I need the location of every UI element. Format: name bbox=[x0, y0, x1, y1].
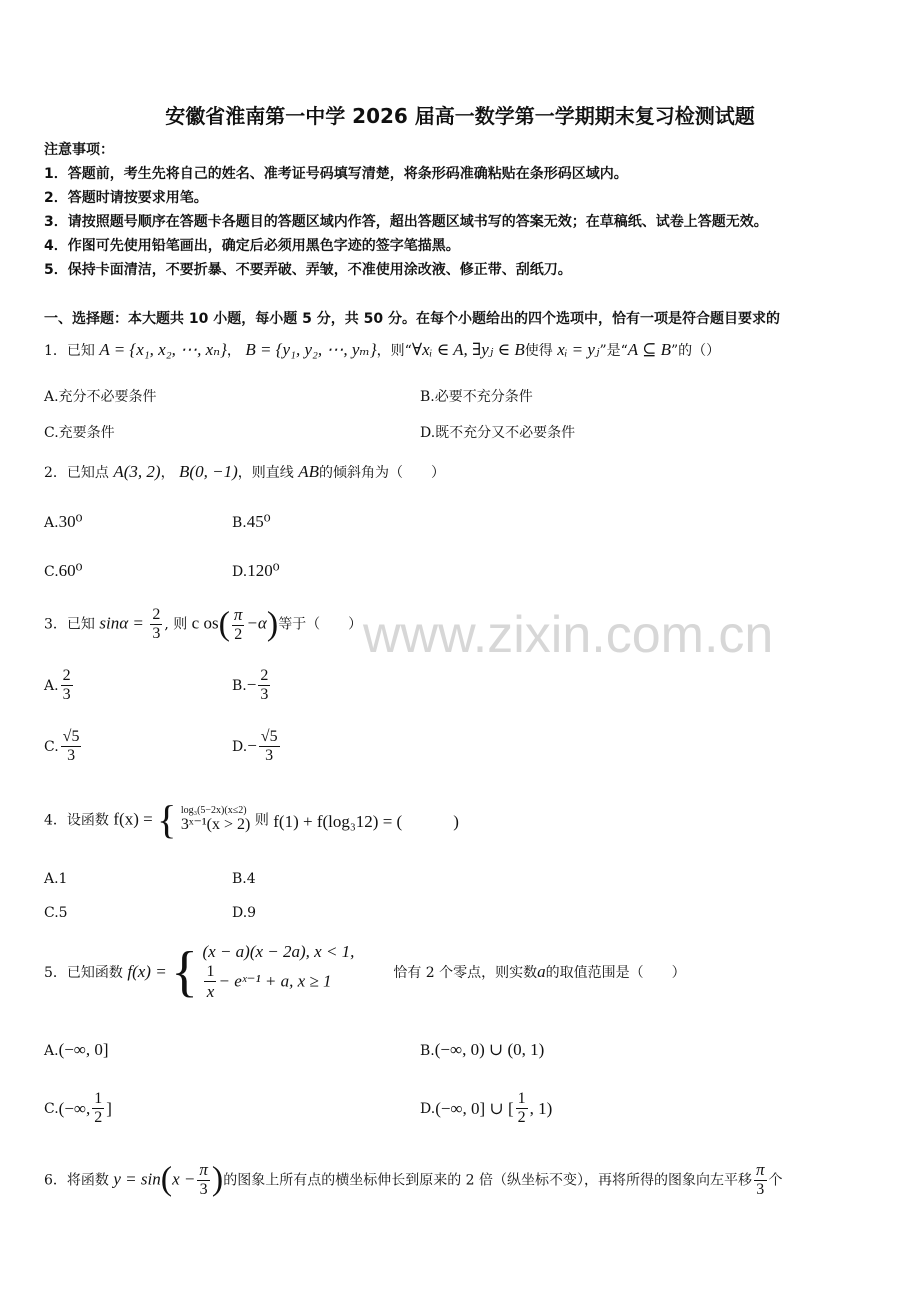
q6-pi-over-3: $\frac{\pi}{3}$ bbox=[199, 1160, 208, 1198]
q1-option-a[interactable]: A.充分不必要条件 bbox=[44, 389, 157, 405]
q4-then: 则 bbox=[254, 812, 269, 829]
q4-number: 4．设函数 bbox=[44, 812, 109, 829]
q3-cos: c os bbox=[191, 613, 219, 633]
question-6: 6．将函数 y = sin(x − $\frac{\pi}{3}$ )的图象上所有点的横坐标伸长到原来的 2 倍（纵坐标不变），再将所得的图象向左平移 $\frac{\pi}{3}$ 个 bbox=[44, 1160, 783, 1198]
q4-f: f(x) = bbox=[113, 809, 153, 829]
q3-number: 3．已知 bbox=[44, 616, 95, 633]
q2-option-c-value: 60⁰ bbox=[58, 561, 83, 580]
q2-option-b[interactable] bbox=[232, 512, 271, 532]
q6-y: y = sin bbox=[113, 1169, 161, 1189]
q2-option-d[interactable] bbox=[232, 561, 280, 581]
q5-a: a bbox=[537, 962, 546, 981]
q5-option-a[interactable] bbox=[44, 1040, 109, 1060]
q4-case-2: 3ˣ⁻¹(x > 2) bbox=[180, 816, 251, 834]
q2-option-d-label: D. bbox=[232, 564, 248, 580]
q3-tail: 等于（ ） bbox=[278, 616, 363, 633]
q3-option-c[interactable] bbox=[44, 728, 83, 766]
q2-number: 2．已知点 bbox=[44, 465, 109, 481]
q3-option-a-value: $\frac{2}{3}$ bbox=[62, 667, 71, 704]
q5-option-b-value: (−∞, 0) ∪ (0, 1) bbox=[434, 1040, 545, 1059]
q3-option-c-label: C. bbox=[44, 738, 59, 755]
q5-option-b-label: B. bbox=[420, 1043, 435, 1059]
q1-tail: ”的（） bbox=[670, 343, 721, 359]
q2-option-a-value: 30⁰ bbox=[58, 512, 83, 531]
q3-option-b-sign: − bbox=[246, 674, 257, 694]
q5-option-c-label: C. bbox=[44, 1100, 59, 1117]
q3-pi-over-2: $\frac{\pi}{2}$ bbox=[233, 605, 243, 643]
watermark: www.zixin.com.cn bbox=[363, 606, 774, 664]
q4-option-b[interactable]: B.4 bbox=[232, 871, 256, 887]
q5-option-c-pre: (−∞, bbox=[58, 1098, 91, 1118]
q1-sep: ， bbox=[226, 343, 241, 359]
q2-point-b: B(0, −1) bbox=[179, 462, 238, 481]
q2-option-a[interactable] bbox=[44, 512, 82, 532]
q1-set-a: A = {x₁, x₂, ⋯, xₙ} bbox=[99, 340, 227, 359]
q3-then: , 则 bbox=[164, 616, 188, 633]
q5-tail-2: 的取值范围是（ ） bbox=[545, 965, 686, 981]
q2-option-c-label: C. bbox=[44, 564, 59, 580]
q5-case-2-fraction: $\frac{1}{x}$ bbox=[206, 962, 215, 1002]
q3-sin: sinα = bbox=[99, 613, 144, 633]
q3-option-d-label: D. bbox=[232, 738, 248, 755]
notice-item-1: 1．答题前，考生先将自己的姓名、准考证号码填写清楚，将条形码准确粘贴在条形码区域内。 bbox=[44, 166, 628, 182]
q6-mid: 的图象上所有点的横坐标伸长到原来的 2 倍（纵坐标不变），再将所得的图象向左平移 bbox=[223, 1172, 753, 1189]
q3-option-c-value: $\frac{√5}{3}$ bbox=[62, 728, 80, 765]
q2-option-d-value: 120⁰ bbox=[247, 561, 280, 580]
q3-option-d-sign: − bbox=[247, 735, 257, 755]
q1-subset: A ⊆ B bbox=[627, 340, 671, 359]
q2-option-a-label: A. bbox=[44, 515, 59, 531]
q5-option-c-fraction: $\frac{1}{2}$ bbox=[94, 1090, 103, 1127]
q1-number: 1．已知 bbox=[44, 343, 95, 359]
q2-tail: 的倾斜角为（ ） bbox=[318, 465, 445, 481]
q4-option-d[interactable]: D.9 bbox=[232, 905, 257, 921]
q5-option-c[interactable] bbox=[44, 1090, 112, 1128]
q2-option-b-value: 45⁰ bbox=[246, 512, 271, 531]
q1-option-d[interactable]: D.既不充分又不必要条件 bbox=[420, 425, 576, 441]
question-1 bbox=[44, 340, 720, 360]
q3-fraction: $\frac{2}{3}$ bbox=[152, 605, 161, 642]
q5-option-d-fraction: $\frac{1}{2}$ bbox=[517, 1090, 526, 1127]
q6-x: x − bbox=[172, 1169, 196, 1189]
question-5: 5．已知函数 f(x) = { (x − a)(x − 2a), x < 1, $\frac{1}{x}$ − eˣ⁻¹ + a, x ≥ 1 恰有 2 个零点，则实数a的取值范围是（ ） bbox=[44, 941, 686, 1003]
q5-option-d-label: D. bbox=[420, 1100, 436, 1117]
q5-case-1: (x − a)(x − 2a), x < 1, bbox=[202, 942, 355, 962]
q5-option-c-post: ] bbox=[106, 1098, 112, 1118]
q1-set-b: B = {y₁, y₂, ⋯, yₘ} bbox=[245, 340, 377, 359]
q5-f: f(x) = bbox=[127, 962, 167, 981]
q3-option-b-value: $\frac{2}{3}$ bbox=[260, 667, 269, 704]
notice-item-5: 5．保持卡面清洁，不要折暴、不要弄破、弄皱，不准使用涂改液、修正带、刮纸刀。 bbox=[44, 262, 572, 278]
q1-is: ”是“ bbox=[599, 343, 628, 359]
notice-item-2: 2．答题时请按要求用笔。 bbox=[44, 190, 208, 206]
question-4: 4．设函数 f(x) = { log₃(5−2x)(x≤2) 3ˣ⁻¹(x > 2) 则 f(1) + f(log₃12) = ( ) bbox=[44, 797, 459, 842]
q1-use: 使得 bbox=[524, 343, 553, 359]
q5-number: 5．已知函数 bbox=[44, 965, 123, 981]
q5-option-a-label: A. bbox=[44, 1043, 59, 1059]
q1-option-c[interactable]: C.充要条件 bbox=[44, 425, 115, 441]
q2-sep: ， bbox=[160, 465, 175, 481]
q1-equation: xᵢ = yⱼ bbox=[557, 340, 600, 359]
q6-number: 6．将函数 bbox=[44, 1172, 109, 1189]
q4-expression: f(1) + f(log₃12) = ( ) bbox=[273, 812, 459, 831]
q2-point-a: A(3, 2) bbox=[113, 462, 161, 481]
q5-tail: 恰有 2 个零点，则实数 bbox=[393, 965, 538, 981]
page-title: 安徽省淮南第一中学 2026 届高一数学第一学期期末复习检测试题 bbox=[165, 104, 755, 128]
q2-option-c[interactable] bbox=[44, 561, 83, 581]
q4-case-1: log₃(5−2x)(x≤2) bbox=[180, 805, 247, 817]
q1-option-b[interactable]: B.必要不充分条件 bbox=[420, 389, 533, 405]
notice-item-4: 4．作图可先使用铅笔画出，确定后必须用黑色字迹的签字笔描黑。 bbox=[44, 238, 460, 254]
notice-heading: 注意事项： bbox=[44, 142, 114, 158]
q3-minus-alpha: −α bbox=[246, 613, 267, 633]
q5-case-2: − eˣ⁻¹ + a, x ≥ 1 bbox=[218, 971, 332, 991]
q4-option-c[interactable]: C.5 bbox=[44, 905, 68, 921]
notice-item-3: 3．请按照题号顺序在答题卡各题目的答题区域内作答，超出答题区域书写的答案无效；在草稿纸、试卷上答题无效。 bbox=[44, 214, 768, 230]
q5-option-d-post: , 1) bbox=[529, 1098, 553, 1118]
q1-then: ，则“ bbox=[376, 343, 412, 359]
q3-option-b[interactable] bbox=[232, 667, 272, 705]
q5-option-d[interactable] bbox=[420, 1090, 552, 1128]
q3-option-d-value: $\frac{√5}{3}$ bbox=[260, 728, 278, 765]
q2-mid: ，则直线 bbox=[237, 465, 294, 481]
q6-shift-fraction: $\frac{\pi}{3}$ bbox=[756, 1160, 765, 1198]
question-3: 3．已知 sinα = $\frac{2}{3}$ , 则 c os( $\frac{\pi}{2}$ −α)等于（ ） bbox=[44, 605, 363, 643]
q1-condition: ∀xᵢ ∈ A, ∃yⱼ ∈ B bbox=[411, 340, 525, 359]
q4-option-a[interactable]: A.1 bbox=[44, 871, 68, 887]
q3-option-d[interactable] bbox=[232, 728, 282, 766]
q5-option-b[interactable] bbox=[420, 1040, 544, 1060]
q5-option-a-value: (−∞, 0] bbox=[58, 1040, 109, 1059]
q5-option-d-pre: (−∞, 0] ∪ [ bbox=[435, 1098, 514, 1118]
question-2 bbox=[44, 462, 445, 482]
section-heading: 一、选择题：本大题共 10 小题，每小题 5 分，共 50 分。在每个小题给出的四个选项中，恰有一项是符合题目要求的 bbox=[44, 311, 780, 327]
q6-tail: 个 bbox=[768, 1172, 783, 1189]
q3-option-b-label: B. bbox=[232, 677, 247, 694]
q3-option-a-label: A. bbox=[44, 677, 59, 694]
q2-line: AB bbox=[298, 462, 319, 481]
q2-option-b-label: B. bbox=[232, 515, 247, 531]
q3-option-a[interactable] bbox=[44, 667, 75, 705]
